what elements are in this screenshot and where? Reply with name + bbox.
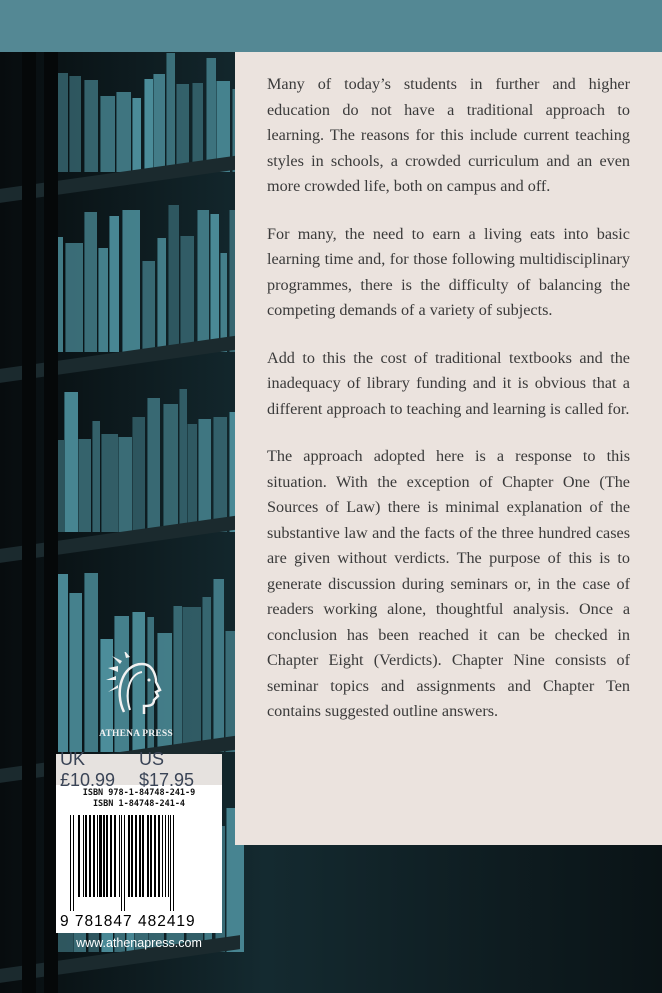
book-spine	[147, 398, 159, 532]
publisher-name: ATHENA PRESS	[99, 729, 173, 739]
barcode-bar	[73, 815, 74, 911]
book-spine	[84, 80, 98, 172]
price-uk: UK £10.99	[60, 748, 116, 790]
barcode-bar	[78, 815, 80, 897]
book-spine	[132, 417, 145, 532]
barcode-bar	[106, 815, 108, 897]
book-spine	[213, 417, 226, 532]
book-spine	[64, 392, 77, 532]
blurb-paragraph: Add to this the cost of traditional textbooks and the inadequacy of library funding and it is obvious that a different approach to teaching and learning is called for.	[267, 348, 630, 418]
book-spine	[157, 238, 167, 352]
blurb-paragraph: Many of today’s students in further and higher education do not have a traditional approach to learning. The reasons for this include current teaching styles in schools, a crowded curriculum and an even more crowded life, both on campus and off.	[267, 75, 630, 195]
barcode-bar	[150, 815, 152, 897]
book-spine	[132, 98, 141, 172]
top-color-band	[0, 0, 662, 52]
barcode-bar	[119, 815, 120, 897]
book-spine	[144, 79, 152, 172]
book-spine	[163, 404, 179, 532]
barcode-bar	[162, 815, 163, 897]
barcode-bar	[173, 815, 174, 911]
barcode-bar	[114, 815, 116, 897]
barcode-bar	[124, 815, 125, 911]
isbn-13: ISBN 978-1-84748-241-9	[82, 788, 196, 798]
barcode-bar	[89, 815, 91, 897]
athena-head-icon	[104, 652, 168, 722]
price-barcode-box	[56, 748, 222, 933]
publisher-website: www.athenapress.com	[76, 936, 202, 950]
book-spine	[213, 579, 224, 752]
book-spine	[122, 210, 140, 352]
book-spine	[116, 92, 131, 172]
blurb-panel	[235, 52, 662, 845]
barcode-bar	[168, 815, 169, 897]
barcode-bar	[110, 815, 112, 897]
book-spine	[166, 53, 175, 172]
barcode-bar	[131, 815, 133, 897]
barcode-bar	[83, 815, 84, 897]
barcode-bar	[165, 815, 166, 897]
barcode-bar	[135, 815, 138, 897]
shelf-upright	[22, 52, 36, 993]
book-spine	[84, 212, 96, 352]
barcode-bar	[93, 815, 95, 897]
price-us: US $17.95	[139, 748, 195, 790]
book-spine	[69, 593, 82, 752]
barcode-bar	[99, 815, 102, 897]
barcode-bar	[139, 815, 141, 897]
book-spine	[98, 248, 108, 352]
book-spine	[179, 389, 187, 532]
book-spine	[210, 214, 219, 352]
barcode-bar	[154, 815, 156, 897]
isbn-10: ISBN 1-84748-241-4	[92, 799, 186, 809]
book-spine	[100, 96, 115, 172]
book-spine	[187, 424, 196, 532]
barcode-bar	[170, 815, 171, 911]
book-spine	[78, 439, 91, 532]
price-row	[56, 748, 222, 790]
blurb-text	[267, 72, 630, 747]
book-spine	[202, 597, 211, 752]
barcode-bar	[142, 815, 145, 897]
barcode-bar	[158, 815, 160, 897]
barcode-bar	[70, 815, 71, 911]
barcode	[62, 815, 214, 911]
book-spine	[182, 607, 201, 752]
book-spine	[176, 84, 190, 172]
book-spine	[92, 421, 100, 532]
book-spine	[65, 243, 83, 352]
barcode-bar	[97, 815, 98, 897]
barcode-bar	[147, 815, 149, 897]
book-spine	[180, 236, 194, 352]
book-spine	[197, 210, 209, 352]
book-spine	[101, 434, 117, 532]
book-spine	[198, 419, 210, 532]
blurb-paragraph: For many, the need to earn a living eats into basic learning time and, for those following multidisciplinary programmes, there is the difficulty of balancing the competing demands of a variety of subjects.	[267, 224, 630, 319]
publisher-logo	[96, 652, 176, 739]
book-spine	[109, 216, 119, 352]
book-spine	[206, 58, 216, 172]
book-spine	[168, 205, 178, 352]
shelf-plank	[0, 335, 240, 383]
barcode-bar	[85, 815, 88, 897]
book-spine	[142, 261, 156, 352]
book-spine	[118, 437, 132, 532]
barcode-bar	[103, 815, 105, 897]
barcode-bar	[128, 815, 130, 897]
blurb-paragraph: The approach adopted here is a response to this situation. With the exception of Chapter One (The Sources of Law) there is minimal explanation of the substantive law and the facts of the three hundred cases are given without verdicts. The purpose of this is to generate discussion during seminars or, in the case of readers working alone, thoughtful analysis. Once a conclusion has been reached it can be checked in Chapter Eight (Verdicts). Chapter Nine consists of seminar topics and assignments and Chapter Ten contains suggested outline answers.	[267, 447, 630, 720]
book-spine	[192, 83, 203, 172]
barcode-bar	[121, 815, 122, 911]
book-spine	[69, 76, 81, 172]
barcode-digits: 9 781847 482419	[60, 913, 196, 930]
book-spine	[153, 74, 165, 172]
